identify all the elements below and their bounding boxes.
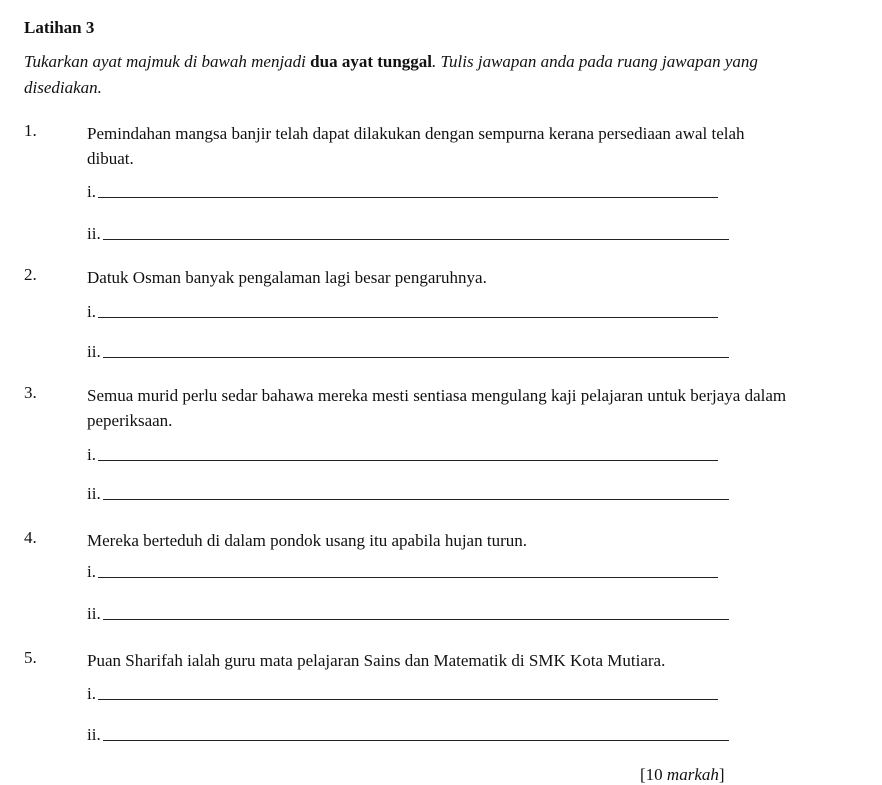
answer-label: ii. <box>87 342 101 361</box>
question-number: 3. <box>24 383 37 402</box>
instruction-text: Tukarkan ayat majmuk di bawah menjadi <box>24 52 311 71</box>
instruction-bold: dua ayat tunggal <box>310 52 433 71</box>
marks-word: markah <box>666 765 719 784</box>
marks-open: [10 <box>640 765 667 784</box>
answer-label: ii. <box>87 604 101 623</box>
answer-line-i[interactable] <box>87 182 718 202</box>
answer-label: i. <box>87 445 96 464</box>
answer-blank[interactable] <box>103 618 729 620</box>
answer-line-i[interactable] <box>87 302 718 322</box>
answer-blank[interactable] <box>103 498 729 500</box>
answer-blank[interactable] <box>98 576 718 578</box>
answer-line-i[interactable] <box>87 562 718 582</box>
question-number: 1. <box>24 121 37 140</box>
answer-label: i. <box>87 562 96 581</box>
instruction-text-end: . Tulis jawapan anda pada ruang jawapan yang disediakan. <box>24 52 758 97</box>
answer-blank[interactable] <box>98 196 718 198</box>
answer-label: i. <box>87 684 96 703</box>
exercise-title: Latihan 3 <box>24 18 95 37</box>
total-marks <box>640 765 725 785</box>
answer-label: ii. <box>87 725 101 744</box>
answer-blank[interactable] <box>103 238 729 240</box>
answer-line-ii[interactable] <box>87 342 729 362</box>
question-text: Semua murid perlu sedar bahawa mereka mesti sentiasa mengulang kaji pelajaran untuk berjaya dalam peperiksaan. <box>87 386 787 430</box>
question-number: 4. <box>24 528 37 547</box>
answer-label: i. <box>87 302 96 321</box>
answer-blank[interactable] <box>103 356 729 358</box>
answer-blank[interactable] <box>103 739 729 741</box>
answer-line-ii[interactable] <box>87 224 729 244</box>
question-number: 2. <box>24 265 37 284</box>
answer-blank[interactable] <box>98 459 718 461</box>
answer-blank[interactable] <box>98 316 718 318</box>
marks-close: ] <box>718 765 725 784</box>
answer-line-ii[interactable] <box>87 484 729 504</box>
answer-line-i[interactable] <box>87 684 718 704</box>
question-text: Datuk Osman banyak pengalaman lagi besar pengaruhnya. <box>87 268 487 287</box>
question-text: Mereka berteduh di dalam pondok usang itu apabila hujan turun. <box>87 531 527 550</box>
answer-line-ii[interactable] <box>87 604 729 624</box>
question-text: Puan Sharifah ialah guru mata pelajaran Sains dan Matematik di SMK Kota Mutiara. <box>87 651 666 670</box>
instructions <box>24 49 784 101</box>
question-text: Pemindahan mangsa banjir telah dapat dilakukan dengan sempurna kerana persediaan awal telah dibuat. <box>87 124 745 168</box>
answer-label: ii. <box>87 484 101 503</box>
answer-blank[interactable] <box>98 698 718 700</box>
question-number: 5. <box>24 648 37 667</box>
answer-label: ii. <box>87 224 101 243</box>
answer-label: i. <box>87 182 96 201</box>
answer-line-ii[interactable] <box>87 725 729 745</box>
answer-line-i[interactable] <box>87 445 718 465</box>
